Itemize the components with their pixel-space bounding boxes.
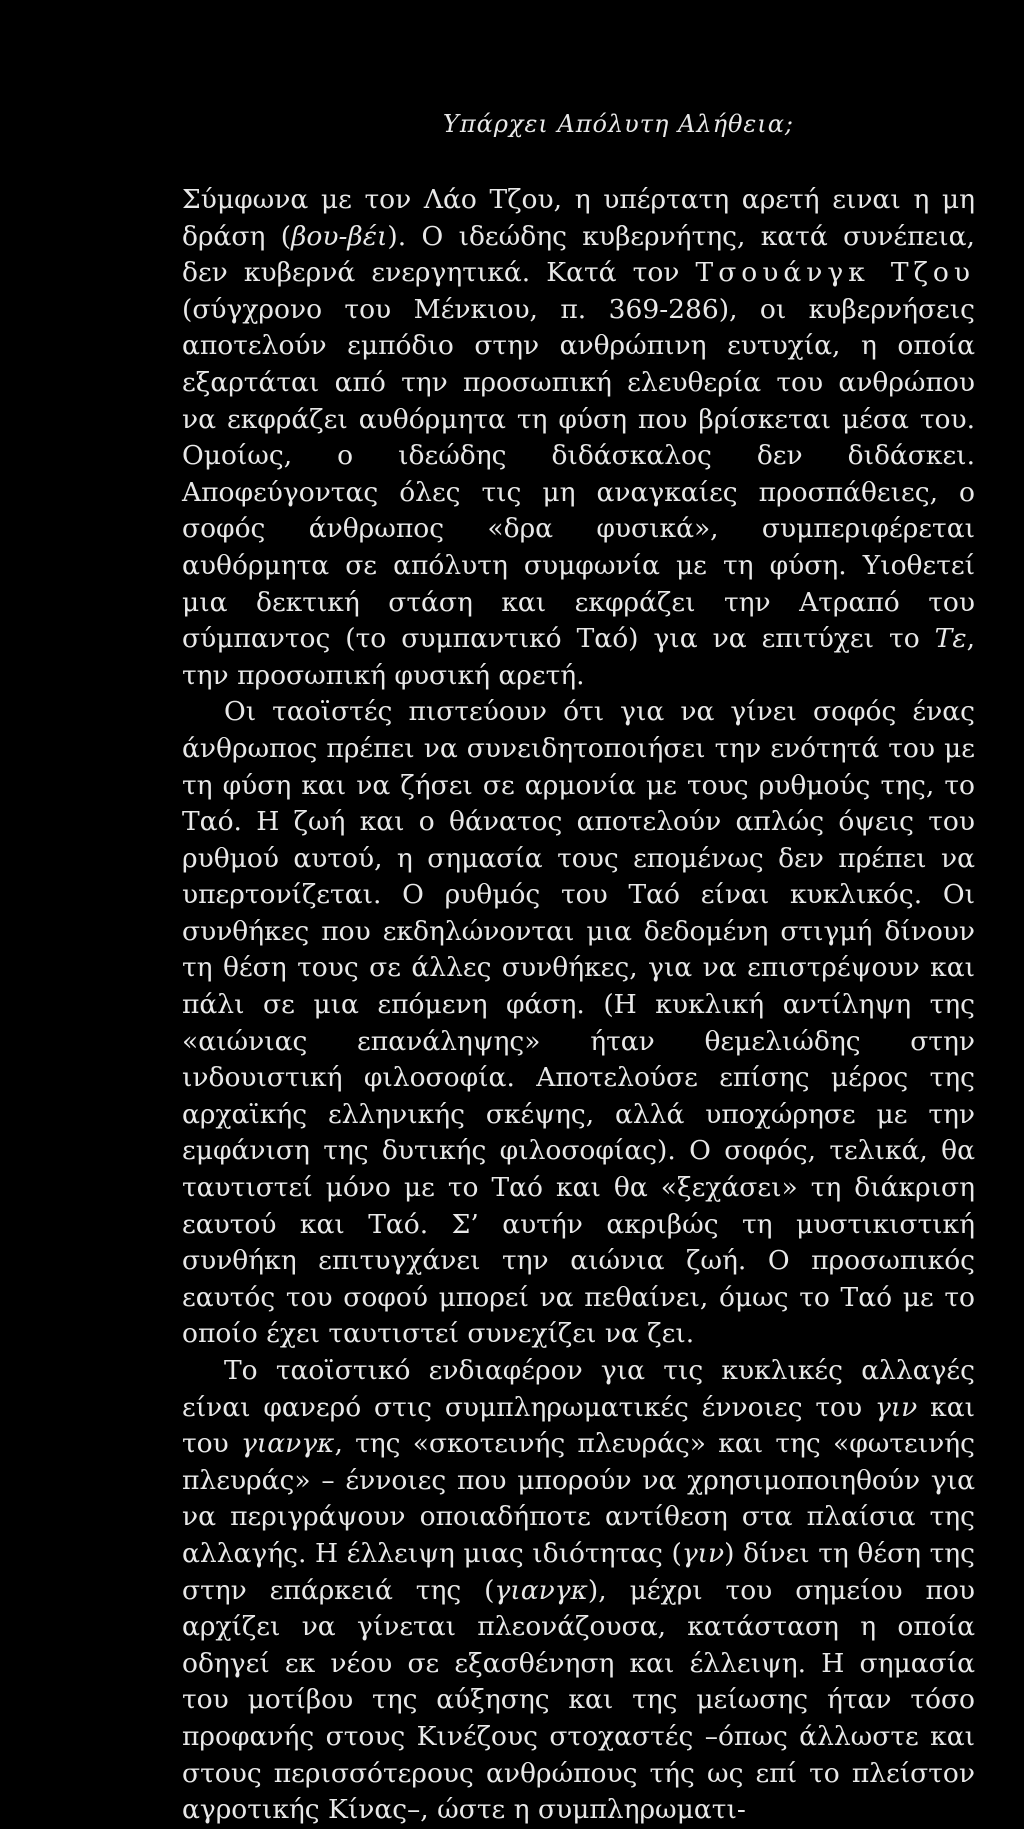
italic-term: γιανγκ [240,1428,335,1460]
text-run: (σύγχρονο του Μένκιου, π. 369-286), οι κυβερνήσεις αποτελούν εμπόδιο στην ανθρώπινη ευτυχία, η οποία εξαρτάται από την προσωπική ελευθερία του ανθρώπου να εκφράζει αυθόρμητα τη φύση που βρίσκεται μέσα του. Ομοίως, ο ιδεώδης διδάσκαλος δεν διδάσκει. Αποφεύγοντας όλες τις μη αναγκαίες προσπάθειες, ο σοφός άνθρωπος «δρα φυσικά», συμπεριφέρεται αυθόρμητα σε απόλυτη συμφωνία με τη φύση. Υιοθετεί μια δεκτική στάση και εκφράζει την Ατραπό του σύμπαντος (το συμπαντικό Ταό) για να επιτύχει το [182,293,975,655]
italic-term: γιν [874,1391,918,1423]
text-run: ) δίνει τη θέση της στην επάρκειά της ( [182,1537,976,1606]
italic-term: βου-βέι [291,220,388,252]
italic-term: γιν [681,1537,725,1569]
paragraph [182,694,975,1353]
text-run: Το ταοϊστικό ενδιαφέρον για τις κυκλικές αλλαγές είναι φανερό στις συμπληρωματικές έννοιες του [182,1355,975,1423]
text-run: ), μέχρι του σημείου που αρχίζει να γίνεται πλεονάζουσα, κατάσταση η οποία οδηγεί εκ νέου σε εξασθένηση και έλλειψη. Η σημασία του μοτίβου της αύξησης και της μείωσης ήταν τόσο προφανής στους Κινέζους στοχαστές –όπως άλλωστε και στους περισσότερους ανθρώπους τής ως επί το πλείστον αγροτικής Κίνας–, ώστε η συμπληρωματι- [182,1574,975,1826]
paragraph [182,182,975,694]
spaced-name: Τσουάνγκ Τζου [695,257,975,289]
paragraph [182,1353,975,1829]
book-page [182,110,975,1829]
italic-term: Τε [934,623,967,655]
text-run: , της «σκοτεινής πλευράς» και της «φωτεινής πλευράς» – έννοιες που μπορούν να χρησιμοποιηθούν για να περιγράψουν οποιαδήποτε αντίθεση στα πλαίσια της αλλαγής. Η έλλειψη μιας ιδιότητας ( [182,1428,975,1569]
running-title: Υπάρχει Απόλυτη Αλήθεια; [443,110,794,138]
italic-term: γιανγκ [494,1574,588,1606]
text-run: , την προσωπική φυσική αρετή. [182,623,975,691]
text-run: Σύμφωνα με τον Λάο Τζου, η υπέρτατη αρετή ειναι η μη δράση ( [182,184,975,252]
body-text [182,182,975,1829]
text-run: και του [182,1391,975,1460]
text-run: Οι ταοϊστές πιστεύουν ότι για να γίνει σοφός ένας άνθρωπος πρέπει να συνειδητοποιήσει την ενότητά του με τη φύση και να ζήσει σε αρμονία με τους ρυθμούς της, το Ταό. Η ζωή και ο θάνατος αποτελούν απλώς όψεις του ρυθμού αυτού, η σημασία τους επομένως δεν πρέπει να υπερτονίζεται. Ο ρυθμός του Ταό είναι κυκλικός. Οι συνθήκες που εκδηλώνονται μια δεδομένη στιγμή δίνουν τη θέση τους σε άλλες συνθήκες, για να επιστρέψουν και πάλι σε μια επόμενη φάση. (Η κυκλική αντίληψη της «αιώνιας επανάληψης» ήταν θεμελιώδης στην ινδουιστική φιλοσοφία. Αποτελούσε επίσης μέρος της αρχαϊκής ελληνικής σκέψης, αλλά υποχώρησε με την εμφάνιση της δυτικής φιλοσοφίας). Ο σοφός, τελικά, θα ταυτιστεί μόνο με το Ταό και θα «ξεχάσει» τη διάκριση εαυτού και Ταό. Σ’ αυτήν ακριβώς τη μυστικιστική συνθήκη επιτυγχάνει την αιώνια ζωή. Ο προσωπικός εαυτός του σοφού μπορεί να πεθαίνει, όμως το Ταό με το οποίο έχει ταυτιστεί συνεχίζει να ζει. [182,696,975,1350]
text-run: ). Ο ιδεώδης κυβερνήτης, κατά συνέπεια, δεν κυβερνά ενεργητικά. Κατά τον [182,220,975,289]
